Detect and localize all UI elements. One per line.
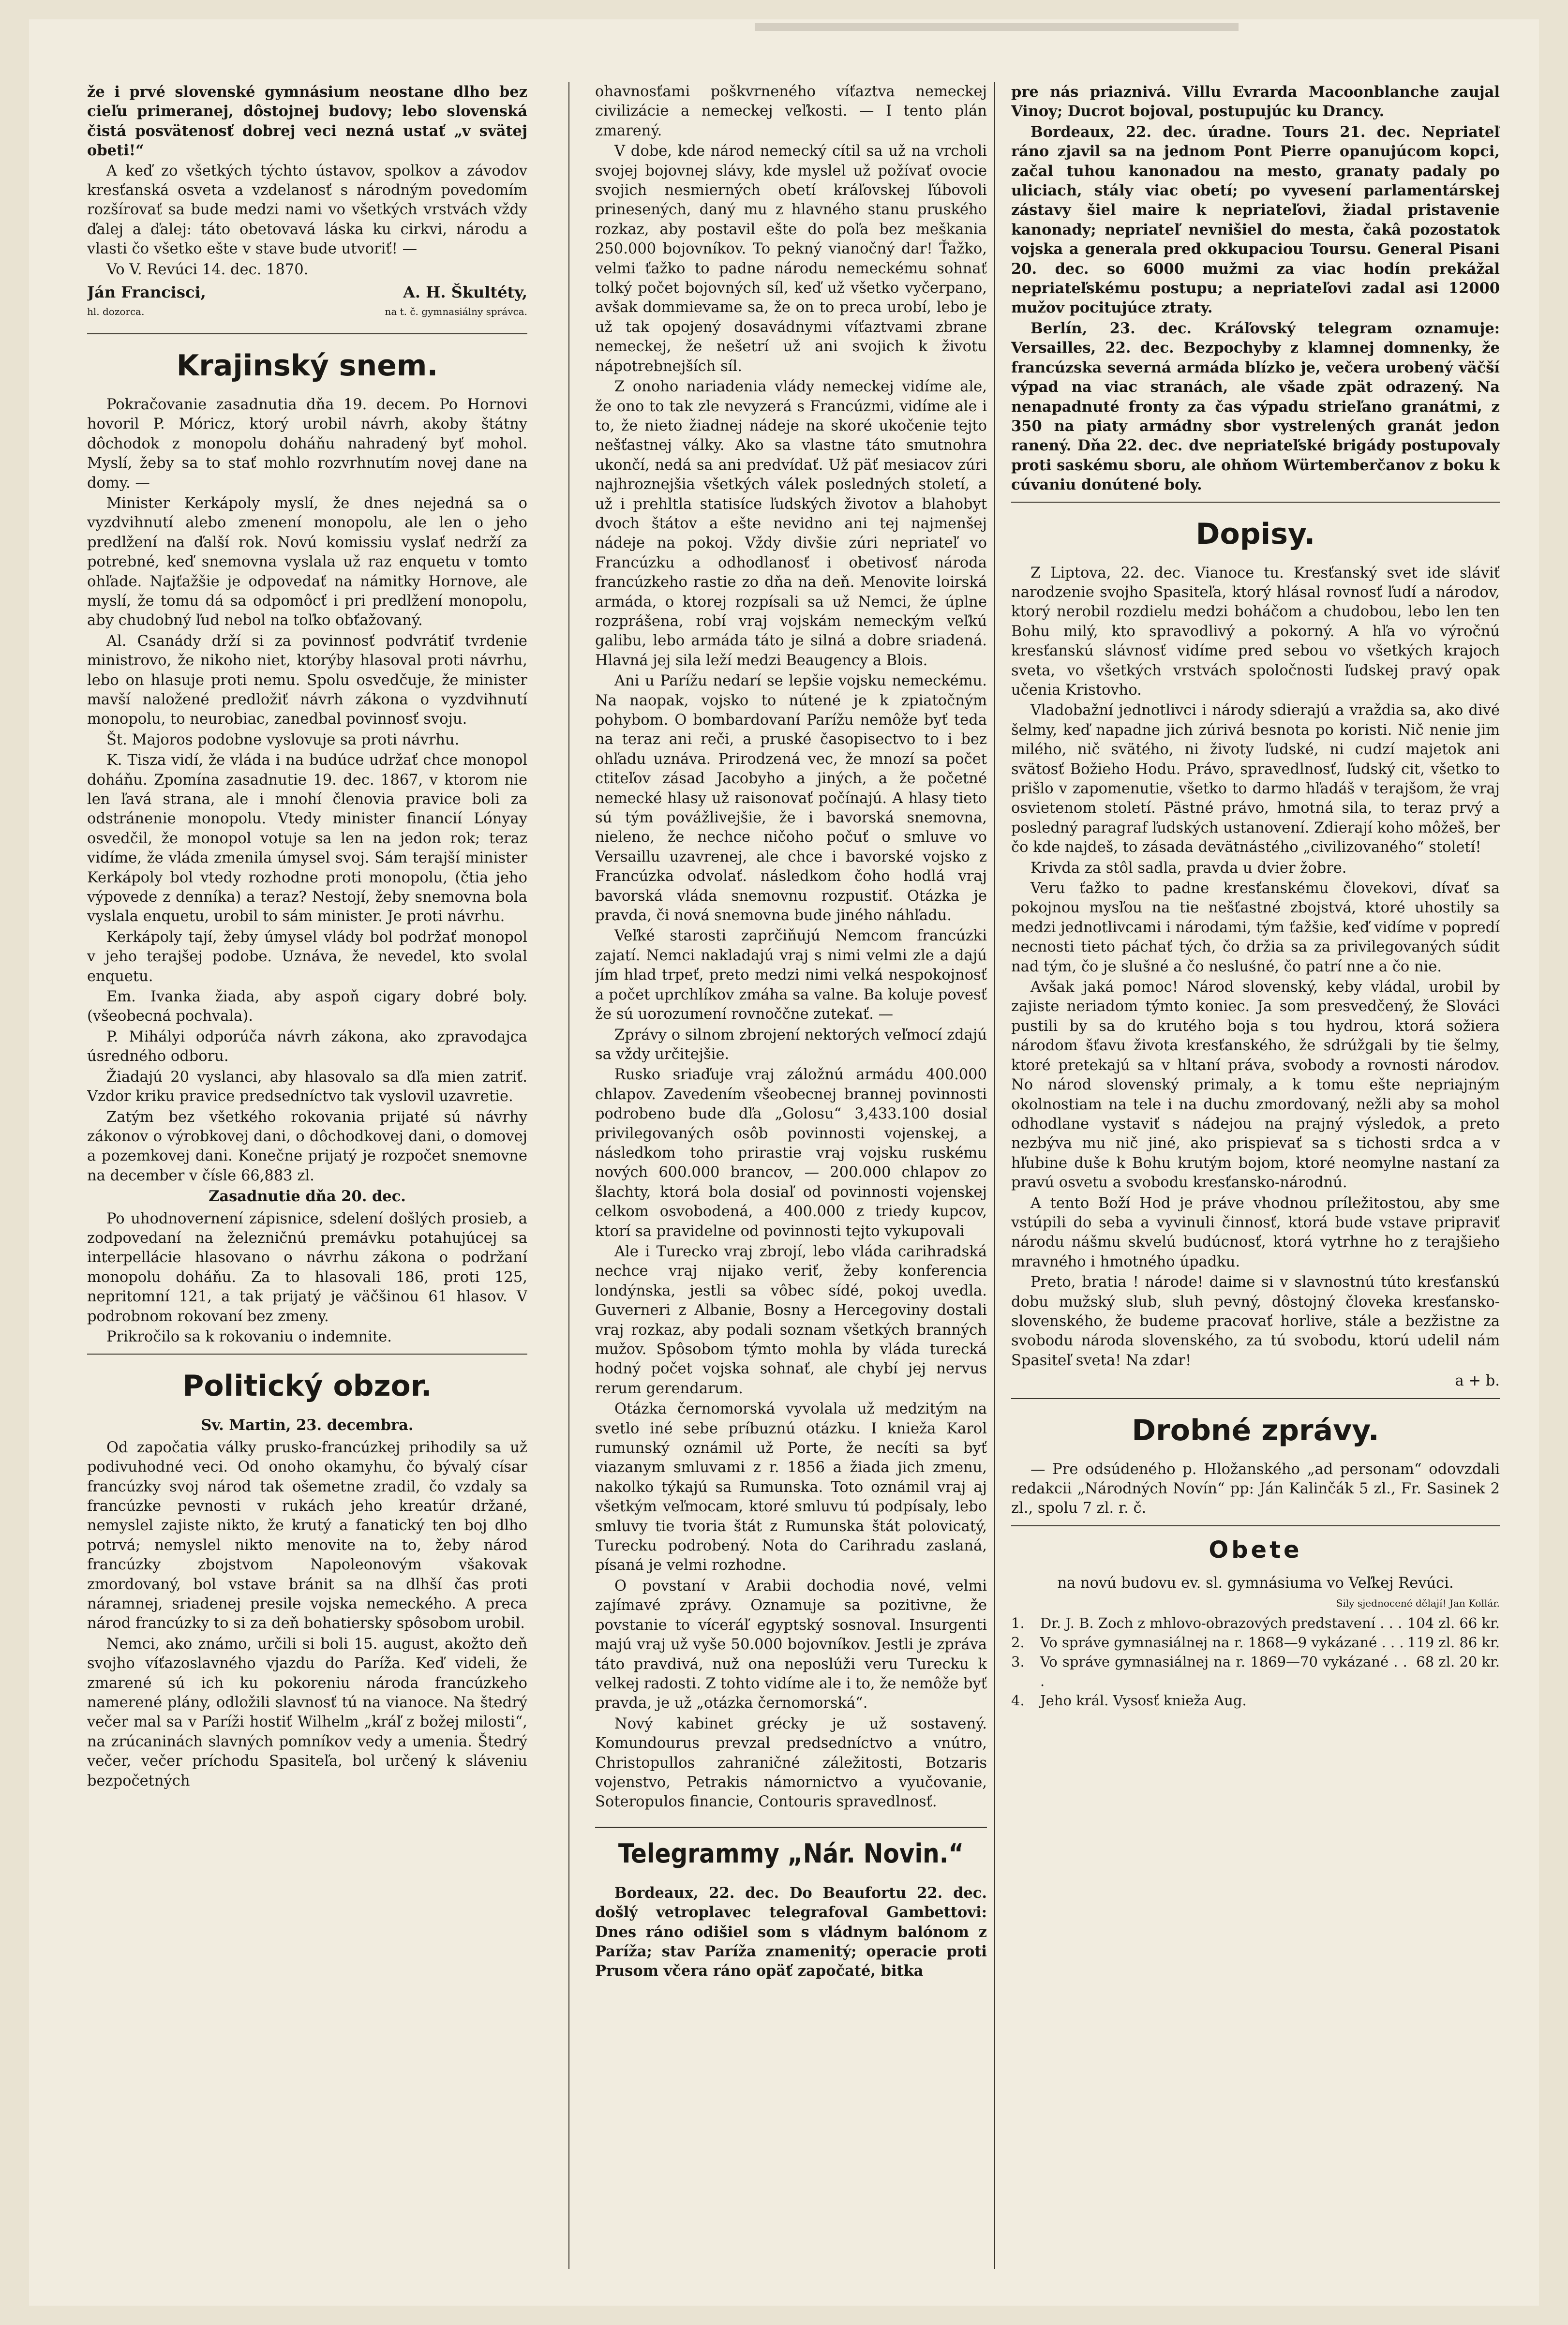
paragraph: Pokračovanie zasadnutia dňa 19. decem. Po Hornovi hovoril P. Móricz, ktorý urobil návrh, akoby štátny dôchodok z monopolu doháňu nahradený byť mohol. Myslí, žeby sa to stať mohlo rozvrhnutím novej dane na domy. — [87, 396, 527, 492]
paragraph: Preto, bratia ! národe! daime si v slavnostnú túto kresťanskú dobu mužský slub, sluh pevný, dôstojný človeka kresťansko-slovenského, že budeme pracovať horlive, stále a bezžistne za svobodu národa slovenského, za tú svobodu, ktorú udelil nám Spasiteľ sveta! Na zdar! [1011, 1274, 1500, 1369]
paragraph: Veľké starosti zaprčiňujú Nemcom francúzki zajatí. Nemci nakladajú vraj s nimi velmi zle a dajú jím hlad trpeť, preto medzi nimi velká nespokojnosť a počet uprchlíkov zmáha sa valne. Ba koluje povesť že sú uorozumení rovnoččne zutekať. — [595, 927, 987, 1023]
paragraph: Al. Csanády drží si za povinnosť podvrátiť tvrdenie ministrovo, že nikoho niet, ktorýby hlasoval proti návrhu, lebo on hlasuje proti nemu. Spolu osvedčuje, že minister mavší naložené predložiť návrh zákona o vyzdvihnutí monopolu, to neurobiac, zanedbal povinnosť svoju. [87, 632, 527, 728]
paragraph: Zatým bez všetkého rokovania prijaté sú návrhy zákonov o výrobkovej dani, o dôchodkovej dani, o domovej a pozemkovej dani. Konečne prijatý je rozpočet snemovne na december v čísle 66,883 zl. [87, 1108, 527, 1184]
polit-dateline: Sv. Martin, 23. decembra. [201, 1416, 414, 1434]
paragraph: Em. Ivanka žiada, aby aspoň cigary dobré boly. (všeobecná pochvala). [87, 988, 527, 1025]
paragraph: Ani u Parížu nedarí se lepšie vojsku nemeckému. Na naopak, vojsko to nútené je k zpiatočným pohybom. O bombardovaní Parížu nemôže byť teda na teraz ani reči, a pruské časopisectvo to i bez ohľadu uznáva. Prirodzená vec, že mnozí sa počet ctiteľov zásad Jacobyho a jiných, a že početné nemecké hlasy už raisonovať počínajú. A hlasy tieto sú tým povážlivejšie, že i bavorská snemovna, nieleno, že nechce ničoho počuť o smluve vo Versaillu uzavrenej, ale chce i bavorské vojsko z Francúzka odvolať. následkom čoho hodlá vraj bavorská vláda snemovnu rozpustiť. Otázka je pravda, či nová snemovna bude jiného náhľadu. [595, 672, 987, 924]
row-text: Vo správe gymnasiálnej na r. 1868—9 vykázané . . . [1040, 1634, 1404, 1651]
table-row [1011, 1691, 1500, 1710]
telegram-paragraph: Bordeaux, 22. dec. Do Beaufortu 22. dec. došlý vetroplavec telegrafoval Gambettovi: Dnes ráno odišiel som s vládnym balónom z Paríža; stav Paríža znamenitý; operacie proti Prusom včera ráno opäť započaté, bitka [595, 1884, 987, 1980]
row-number: 1. [1011, 1615, 1025, 1632]
paragraph: Veru ťažko to padne kresťanskému človekovi, dívať sa pokojnou mysľou na tie nešťastné zbojstvá, ktoré uhostily sa medzi jednotlivcami i národami, tým ťažšie, keď vidíme v popredí necnosti tieto páchať tých, čo držia sa za privilegovaných súdit nad tým, čo je slušné a čo nesluśné, čo patrí nne a čo nie. [1011, 880, 1500, 975]
signature-left: Ján Francisci, [87, 283, 206, 302]
column-rule-1 [568, 82, 569, 2269]
paragraph: Z Liptova, 22. dec. Vianoce tu. Kresťanský svet ide sláviť narodzenie svojho Spasiteľa, ktorý hlásal rovnosť ľudí a národov, ktorý nerobil rozdielu medzi boháčom a chudobou, lebo len ten Bohu milý, kto spravodlivý a pokorný. A hľa vo výročnú kresťanskú slávnosť vidíme pred sebou vo všetkých krajoch sveta, vo všetkých vrstvách spoločnosti ľudskej pravý opak učenia Kristovho. [1011, 564, 1500, 699]
row-amount: 104 zl. 66 kr. [1407, 1615, 1500, 1632]
row-text: Vo správe gymnasiálnej na r. 1869—70 vykázané . . . [1040, 1654, 1407, 1690]
table-row [1011, 1652, 1500, 1691]
paragraph: Rusko sriaďuje vraj záložnú armádu 400.000 chlapov. Zavedením všeobecnej brannej povinnosti podrobeno bude dľa „Golosu“ 3,433.100 dosiaľ privilegovaných osôb povinnosti vojenskej, a následkom toho prirastie vraj vojsku ruskému nových 600.000 brancov, — 200.000 chlapov zo šlachty, ktorá bola dosiaľ od povinnosti vojenskej celkom osvobodená, a 400.000 z triedy kupcov, ktorí sa pravidelne od povinnosti tejto vykupovali [595, 1066, 987, 1240]
signatures [87, 283, 527, 302]
paragraph: Zprávy o silnom zbrojení nektorých veľmocí zdajú sa vždy určitejšie. [595, 1026, 987, 1063]
motto: Sily sjednocené dělají! Jan Kollár. [1336, 1597, 1500, 1610]
paragraph: V dobe, kde národ nemecký cítil sa už na vrcholi svojej bojovnej slávy, kde myslel už požívať ovocie svojich nesmierných obetí kráľovskej ľúbovoli prinesených, daný mu z hlavného stanu pruského rozkaz, aby postavil ešte do poľa bez meškania 250.000 bojovníkov. To pekný vianočný dar! Ťažko, velmi ťažko to padne národu nemeckému sohnať tolký počet bojovných síl, keď už všetko vyčerpano, avšak dommievame sa, že on to preca urobí, lebo je už tak opojený dosavádnymi víťaztvami zbrane nemeckej, že nešetrí už ani svojich k životu nápotrebnejších síl. [595, 143, 987, 375]
divider [87, 1354, 527, 1355]
paragraph: Avšak jaká pomoc! Národ slovenský, keby vládal, urobil by zajiste neriadom týmto koniec. Ja som presvedčený, že Slováci pustili by sa do krutého boja s tou hydrou, ktorá sožiera národom šťavu života kresťanského, že sdrúžgali by tie šelmy, ktoré pretekajú sa v hltaní práva, svobody a rovnosti národov. No národ slovenský primaly, a k tomu ešte nepriajným okolnostiam na tele i na duchu zmordovaný, nežli aby sa mohol odhodlane vystaviť s nádejou na prajný výsledok, a preto nezbýva mu nič jiné, ako prispievať sa s tichosti srdca a v hľubine duše k Bohu krutým bojom, ktoré neomylne nastaní za pravú osvetu a svobodu kresťansko-národnú. [1011, 979, 1500, 1192]
signature-titles [87, 302, 527, 321]
signature-left-title: hl. dozorca. [87, 306, 145, 318]
letter-signature: a + b. [1455, 1372, 1500, 1390]
paragraph: K. Tisza vidí, že vláda i na budúce udržať chce monopol doháňu. Zpomína zasadnutie 19. dec. 1867, v ktorom nie len ľavá strana, ale i mnohí členovia pravice boli za odstránenie monopolu. Vtedy minister financií Lónyay osvedčil, že monopol votuje sa len na jedon rok; teraz vidíme, že vláda zmenila úmysel svoj. Sám terajší minister Kerkápoly bol vtedy rozhodne proti monopolu, (čtia jeho výpovede z denníka) a teraz? Nestojí, žeby snemovna bola vyslala enquetu, urobil to sám minister. Je proti návrhu. [87, 752, 527, 925]
paragraph: Z onoho nariadenia vlády nemeckej vidíme ale, že ono to tak zle nevyzerá s Francúzmi, vidíme ale i to, že nieto žiadnej nádeje na skoré ukočenie tejto nešťastnej války. Ako sa vlastne táto smutnohra ukončí, nedá sa ani predvídať. Už päť mesiacov zúri najhroznejšia všetkých válek posledných století, a už i prehltla statisíce ľudských životov a blahobyt dvoch štátov a ešte nevidno ani tej najmenšej nádeje na pokoj. Vždy divšie zúri nepriateľ vo Francúzku a odhodlanosť i obetivosť národa francúzkeho rastie zo dňa na deň. Menovite loirská armáda, o ktorej rozpísali sa už Nemci, že úplne rozprášena, robí vraj vojskám nemeckým veľkú galibu, lebo armáda táto je silná a dobre sriadená. Hlavná jej sila leží medzi Beaugency a Blois. [595, 378, 987, 669]
section-heading-telegrams: Telegrammy „Nár. Novin.“ [595, 1827, 987, 1871]
section-heading-snem: Krajinský snem. [176, 348, 438, 383]
divider [1011, 1398, 1500, 1399]
paragraph: Žiadajú 20 vyslanci, aby hlasovalo sa dľa mien zatriť. Vzdor kriku pravice predsedníctvo tak vyslovil uzavretie. [87, 1068, 527, 1105]
row-amount: 119 zl. 86 kr. [1407, 1634, 1500, 1651]
paragraph: Nový kabinet grécky je už sostavený. Komundourus prevzal predsedníctvo a vnútro, Christopullos zahraničné záležitosti, Botzaris vojenstvo, Petrakis námornictvo a vyučovanie, Soteropulos financie, Contouris spravedlnosť. [595, 1715, 987, 1811]
paragraph: A keď zo všetkých týchto ústavov, spolkov a závodov kresťanská osveta a vzdelanosť s národným povedomím rozšírovať sa bude medzi nami vo všetkých vrstvách vždy ďalej a ďalej: táto obetovavá láska ku cirkvi, národu a vlasti čo všetko ešte v stave bude utvoriť! — [87, 162, 527, 258]
paragraph: Od započatia války prusko-francúzkej prihodily sa už podivuhodné veci. Od onoho okamyhu, čo bývalý císar francúzky svoj národ tak ošemetne zradil, čo vzdaly sa francúzke pevnosti v rukách jeho kreatúr držané, nemyslel zajiste nikto, že krutý a fanatický ten boj dlho potrvá; nemyslel nikto menovite na to, žeby národ francúzky zbojstvom Napoleonovým všakovak zmordovaný, bol vstave bránit sa na dlhší čas proti náramnej, sriadenej presile vojska nemeckého. A preca národ francúzky to si za deň bohatiersky spôsobom urobil. [87, 1439, 527, 1632]
column-2 [595, 82, 987, 2269]
intro-paragraph: že i prvé slovenské gymnásium neostane dlho bez cieľu primeranej, dôstojnej budovy; lebo slovenská čistá posvätenosť dobrej veci nezná ustať „v svätej obeti!“ [87, 83, 527, 160]
row-text: Jeho král. Vysosť knieža Aug. [1040, 1692, 1247, 1709]
signature-right-title: na t. č. gymnasiálny správca. [385, 306, 527, 318]
divider [1011, 1525, 1500, 1526]
paragraph: A tento Boží Hod je práve vhodnou príležitostou, aby sme vstúpili do seba a vyvinuli činnosť, ktorá bude vstave pripraviť národu nášmu skvelú budúcnosť, ktorá vytrhne ho z terajšieho mravného i hmotného úpadku. [1011, 1194, 1500, 1270]
session-heading: Zasadnutie dňa 20. dec. [209, 1188, 406, 1206]
paragraph: Vladobažní jednotlivci i národy sdierajú a vraždia sa, ako divé šelmy, keď napadne jich zúrivá besnota po koristi. Nič nenie jim milého, nič svätého, ni životy ľudské, ni cudzí majetok ani svätosť Božieho Hodu. Právo, spravedlnosť, ľudský cit, všetko to prišlo v zapomenutie, všetko to darmo hľadáš v terajšom, že vraj osvietenom století. Pästné právo, hmotná sila, to teraz prvý a posledný paragraf ľudských ustanovení. Zdierají koho môžeš, ber čo kde najdeš, to zásada devätnástého „civilizovaného“ století! [1011, 702, 1500, 856]
paragraph: — Pre odsúdeného p. Hložanského „ad personam“ odovzdali redakcii „Národných Novín“ pp: Ján Kalinčák 5 zl., Fr. Sasinek 2 zl., spolu 7 zl. r. č. [1011, 1461, 1500, 1517]
divider [87, 333, 527, 334]
table-row [1011, 1613, 1500, 1633]
paragraph: P. Mihályi odporúča návrh zákona, ako zpravodajca úsredného odboru. [87, 1028, 527, 1065]
divider [1011, 502, 1500, 503]
column-1 [87, 82, 527, 2269]
paragraph: Kerkápoly tají, žeby úmysel vlády bol podržať monopol v jeho terajšej podobe. Uznáva, že nevedel, kto svolal enquetu. [87, 928, 527, 985]
row-number: 2. [1011, 1634, 1025, 1651]
section-heading-dopisy: Dopisy. [1195, 517, 1315, 551]
obete-intro: na novú budovu ev. sl. gymnásiuma vo Veľkej Revúci. [1057, 1574, 1454, 1592]
paragraph: Otázka černomorská vyvolala už medzitým na svetlo iné sebe príbuznú otázku. I knieža Karol rumunský oznámil už Porte, že necíti sa byť viazanym smluvami z r. 1856 a žiada jich zmenu, nakolko týkajú sa Rumunska. Toto oznámil vraj aj všetkým veľmocam, ktoré smluvu tú podpísaly, lebo smluvy tie tvoria štát z Rumunska štát poloviсatý, Turecku podrobený. Nota do Carihradu zaslaná, písaná je velmi rozhodne. [595, 1401, 987, 1574]
column-3 [1011, 82, 1500, 2269]
telegram-paragraph: Bordeaux, 22. dec. úradne. Tours 21. dec. Nepriateľ ráno zjavil sa na jednom Pont Pierre opanujúcom kopci, začal tuhou kanonadou na mesto, granaty padaly po uliciach, stály viac obetí; po vyvesení parlamentárskej zástavy šiel maire k nepriateľovi, žiadal pristavenie kanonady; nepriateľ nevnišiel do mesta, čakâ pozostatok vojska a generala pred okkupaciou Toursu. General Pisani 20. dec. so 6000 mužmi za viac hodín prekážal nepriateľskému postupu; a nepriateľovi zadal asi 12000 mužov pocitujúce ztraty. [1011, 123, 1500, 317]
dateline-place: Vo V. Revúci 14. dec. 1870. [106, 261, 309, 278]
donation-table [1011, 1613, 1500, 1710]
paragraph: Ale i Turecko vraj zbrojí, lebo vláda carihradská nechce vraj nijako veriť, žeby konferencia londýnska, jestli sa vôbec sídé, pokoj uvedla. Guverneri z Albanie, Bosny a Hercegoviny dostali vraj rozkaz, aby podali soznam všetkých branných mužov. Spôsobom týmto mohla by vláda turecká hodný počet vojska sohnať, ale chybí jej nervus rerum gerendarum. [595, 1243, 987, 1397]
section-heading-obete: Obete [1209, 1536, 1302, 1564]
paragraph: O povstaní v Arabii dochodia nové, velmi zajímavé zprávy. Oznamuje sa pozitivne, že povstanie to víceráľ egyptský sosnoval. Insurgenti majú vraj už vyše 50.000 bojovníkov. Jestli je zpráva táto pravdivá, nuž ona neposlúži veru Turecku k velkej radosti. Z tohto vidíme ale i to, že nemôže byť pravda, je už „otázka černomorská“. [595, 1577, 987, 1712]
newspaper-page [29, 19, 1539, 2306]
row-number: 3. [1011, 1654, 1025, 1670]
paragraph: ohavnosťami poškvrneného víťaztva nemeckej civilizácie a nemeckej veľkosti. — I tento plán zmarený. [595, 83, 987, 139]
section-heading-polit: Politický obzor. [182, 1369, 432, 1403]
paragraph: Po uhodnovernení zápisnice, sdelení došlých prosieb, a zodpovedaní na železničnú premávku potahujúcej sa interpelláciе hlasovano o návrhu zákona o podržaní monopolu doháňu. Za to hlasovali 186, proti 125, nepritomní 121, a tak prijatý je väčšinou 61 hlasov. V podrobnom rokovaní bez zmeny. [87, 1210, 527, 1325]
row-amount: 68 zl. 20 kr. [1416, 1654, 1500, 1670]
section-heading-drobne: Drobné zprávy. [1132, 1413, 1379, 1447]
row-text: Dr. J. B. Zoch z mhlovo-obrazových predstavení . . . [1040, 1615, 1403, 1632]
paragraph: Minister Kerkápoly myslí, že dnes nejedná sa o vyzdvihnutí alebo zmenení monopolu, ale len o jeho predlžení na ďalší rok. Novú komissiu vyslať nedrží za potrebné, keď snemovna vyslala už raz enquetu v tomto ohľade. Najťažšie je odpovedať na námitky Hornove, ale myslí, že tomu dá sa odpomôcť i pri predlžení monopolu, aby chudobný ľud nebol na toľko obťažovaný. [87, 494, 527, 629]
paragraph: Krivda za stôl sadla, pravda u dvier žobre. [1030, 859, 1347, 877]
telegram-paragraph: pre nás priaznivá. Villu Evrarda Macoonblanche zaujal Vinoy; Ducrot bojoval, postupujúc ku Drancy. [1011, 83, 1500, 120]
print-smudge [755, 23, 1239, 31]
row-amount [1407, 1691, 1500, 1710]
table-row [1011, 1633, 1500, 1652]
paragraph: Nemci, ako známo, určili si boli 15. august, akožto deň svojho víťazoslavného vjazdu do Paríža. Keď videli, že zmarené sú ich ku pokoreniu národa francúzkeho namerené plány, odložili slavnosť tú na vianoce. Na štedrý večer mal sa v Paríži hostiť Wilhelm „kráľ z božej milosti“, na zrúcaninách slavných pomníkov vedy a umenia. Štedrý večer, večer príchodu Spasiteľa, bol určený k sláveniu bezpočetných [87, 1635, 527, 1789]
signature-right: A. H. Škultéty, [403, 283, 527, 302]
row-number: 4. [1011, 1692, 1025, 1709]
paragraph: Prikročilo sa k rokovaniu o indemnite. [106, 1328, 392, 1345]
telegram-paragraph: Berlín, 23. dec. Kráľovský telegram oznamuje: Versailles, 22. dec. Bezpochyby z klamnej domnenky, že francúzska severná armáda blízko je, večera urobený väčší výpad na viac stranách, ale všade zpät odrazený. Na nenapadnuté fronty za čas výpadu strieľano granátmi, z 350 na piaty armádny sbor vystrelených granát jedon ranený. Dňa 22. dec. dve nepriateľské brigády postupovaly proti saskému sboru, ale ohňom Würtemberčanov z boku k cúvaniu donútené boly. [1011, 319, 1500, 494]
column-rule-2 [994, 82, 995, 2269]
paragraph: Št. Majoros podobne vyslovuje sa proti návrhu. [106, 731, 460, 748]
